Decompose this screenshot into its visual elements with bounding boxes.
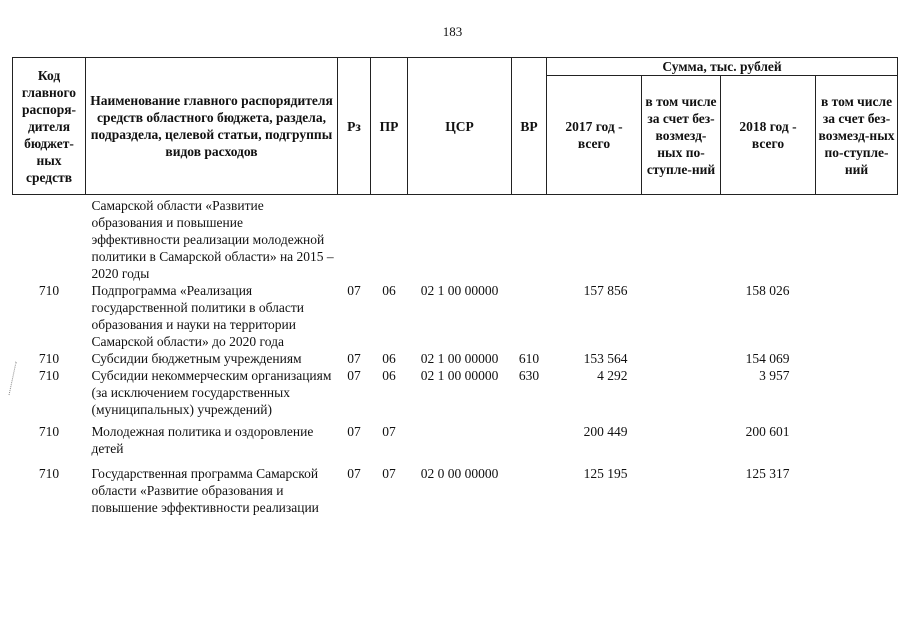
cell-2018-total: 125 317	[745, 466, 790, 481]
cell-2017-total	[547, 195, 642, 283]
cell-name: Самарской области «Развитие образования и повышение эффективности реализации молодежной политики в Самарской области» на 2015 – 2020 годы	[91, 198, 334, 281]
budget-table	[12, 57, 898, 516]
cell-csr: 02 1 00 00000	[420, 368, 499, 383]
cell-2018-incl	[816, 418, 898, 457]
cell-name: Молодежная политика и оздоровление детей	[91, 424, 314, 456]
cell-2017-total: 153 564	[583, 351, 628, 366]
cell-pr: 07	[382, 424, 396, 439]
table-row	[13, 457, 898, 516]
cell-code: 710	[38, 424, 60, 439]
cell-2017-incl	[642, 457, 721, 516]
cell-rz: 07	[347, 283, 361, 298]
cell-pr: 06	[382, 351, 396, 366]
cell-name: Подпрограмма «Реализация государственной политики в области образования и науки на территории Самарской области» до 2020 года	[91, 283, 305, 349]
cell-name: Государственная программа Самарской области «Развитие образования и повышение эффективности реализации	[91, 466, 319, 515]
header-pr: ПР	[371, 58, 408, 195]
cell-2018-incl	[816, 350, 898, 367]
cell-rz: 07	[347, 466, 361, 481]
table-row	[13, 350, 898, 367]
cell-vr	[512, 282, 547, 350]
header-2017-total: 2017 год - всего	[547, 76, 642, 195]
cell-code: 710	[38, 351, 60, 366]
cell-vr	[512, 457, 547, 516]
header-2018-incl: в том числе за счет без-возмезд-ных по-ступле-ний	[816, 76, 898, 195]
header-name: Наименование главного распорядителя средств областного бюджета, раздела, подраздела, целевой статьи, подгруппы видов расходов	[86, 58, 338, 195]
cell-2018-total: 154 069	[745, 351, 790, 366]
cell-code: 710	[38, 466, 60, 481]
cell-name: Субсидии некоммерческим организациям (за исключением государственных (муниципальных) учреждений)	[91, 368, 332, 417]
table-row	[13, 195, 898, 283]
header-rz: Рз	[338, 58, 371, 195]
cell-2018-total: 158 026	[745, 283, 790, 298]
cell-csr: 02 1 00 00000	[420, 283, 499, 298]
cell-code	[13, 195, 86, 283]
cell-csr	[408, 195, 512, 283]
table-row	[13, 367, 898, 418]
header-csr: ЦСР	[408, 58, 512, 195]
cell-2017-incl	[642, 367, 721, 418]
cell-vr: 610	[518, 351, 540, 366]
cell-vr	[512, 418, 547, 457]
cell-code: 710	[38, 368, 60, 383]
cell-pr: 06	[382, 283, 396, 298]
cell-2018-incl	[816, 457, 898, 516]
header-2018-total: 2018 год - всего	[721, 76, 816, 195]
cell-vr	[512, 195, 547, 283]
cell-2017-incl	[642, 350, 721, 367]
cell-2017-incl	[642, 195, 721, 283]
cell-rz	[338, 195, 371, 283]
header-vr: ВР	[512, 58, 547, 195]
cell-2018-total: 200 601	[745, 424, 790, 439]
table-row	[13, 282, 898, 350]
cell-pr	[371, 195, 408, 283]
cell-pr: 06	[382, 368, 396, 383]
cell-vr: 630	[518, 368, 540, 383]
cell-2018-incl	[816, 367, 898, 418]
header-2017-incl: в том числе за счет без-возмезд-ных по-ступле-ний	[642, 76, 721, 195]
cell-2017-total: 4 292	[597, 368, 628, 383]
cell-name: Субсидии бюджетным учреждениям	[91, 351, 302, 366]
cell-rz: 07	[347, 424, 361, 439]
page-number: 183	[442, 24, 463, 39]
header-sum-group: Сумма, тыс. рублей	[547, 58, 898, 76]
cell-csr	[408, 418, 512, 457]
cell-2017-total: 125 195	[583, 466, 628, 481]
cell-2017-incl	[642, 282, 721, 350]
cell-csr: 02 0 00 00000	[420, 466, 499, 481]
cell-pr: 07	[382, 466, 396, 481]
cell-2018-incl	[816, 282, 898, 350]
cell-rz: 07	[347, 368, 361, 383]
cell-code: 710	[38, 283, 60, 298]
cell-2017-incl	[642, 418, 721, 457]
cell-csr: 02 1 00 00000	[420, 351, 499, 366]
header-code: Код главного распоря-дителя бюджет-ных средств	[13, 58, 86, 195]
cell-2018-total: 3 957	[759, 368, 790, 383]
cell-2018-total	[721, 195, 816, 283]
cell-2017-total: 200 449	[583, 424, 628, 439]
cell-2018-incl	[816, 195, 898, 283]
cell-2017-total: 157 856	[583, 283, 628, 298]
cell-rz: 07	[347, 351, 361, 366]
table-row	[13, 418, 898, 457]
